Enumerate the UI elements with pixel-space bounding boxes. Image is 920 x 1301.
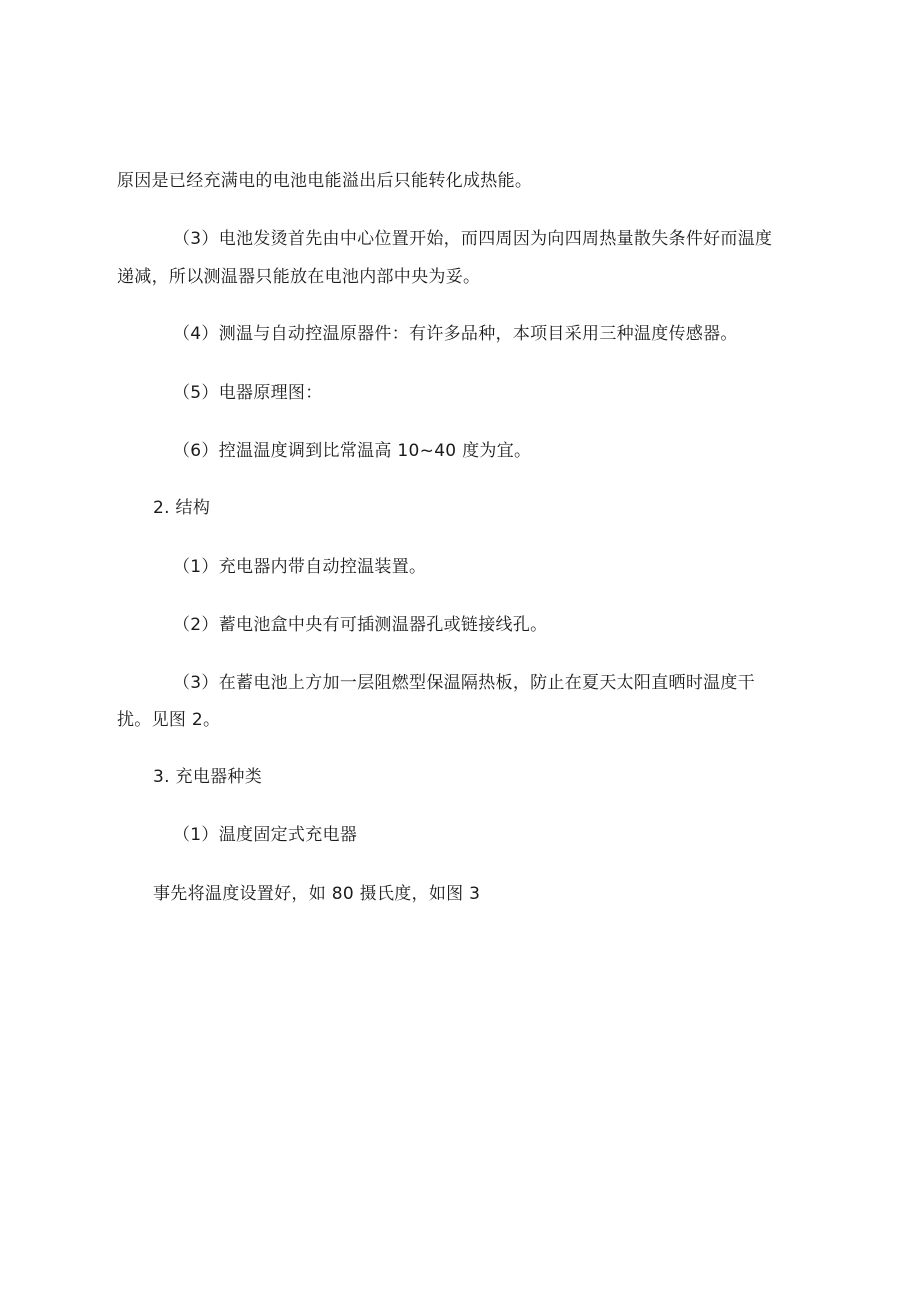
paragraph-line: （3）电池发烫首先由中心位置开始，而四周因为向四周热量散失条件好而温度: [173, 229, 773, 249]
paragraph-line: （3）在蓄电池上方加一层阻燃型保温隔热板，防止在夏天太阳直晒时温度干: [173, 673, 756, 693]
paragraph-line: （1）温度固定式充电器: [173, 825, 358, 845]
paragraph-line: 原因是已经充满电的电池电能溢出后只能转化成热能。: [117, 171, 533, 191]
section-heading: 3. 充电器种类: [153, 767, 263, 787]
paragraph-line: （2）蓄电池盒中央有可插测温器孔或链接线孔。: [173, 615, 548, 635]
paragraph-line: （6）控温温度调到比常温高 10~40 度为宜。: [173, 441, 532, 461]
paragraph-line: 扰。见图 2。: [117, 710, 221, 730]
paragraph-line: 事先将温度设置好，如 80 摄氏度，如图 3: [153, 884, 481, 904]
section-heading: 2. 结构: [153, 498, 211, 518]
paragraph-line: （5）电器原理图：: [173, 383, 323, 403]
paragraph-line: （1）充电器内带自动控温装置。: [173, 557, 427, 577]
paragraph-line: （4）测温与自动控温原器件：有许多品种，本项目采用三种温度传感器。: [173, 324, 738, 344]
paragraph-line: 递减，所以测温器只能放在电池内部中央为妥。: [117, 267, 481, 287]
